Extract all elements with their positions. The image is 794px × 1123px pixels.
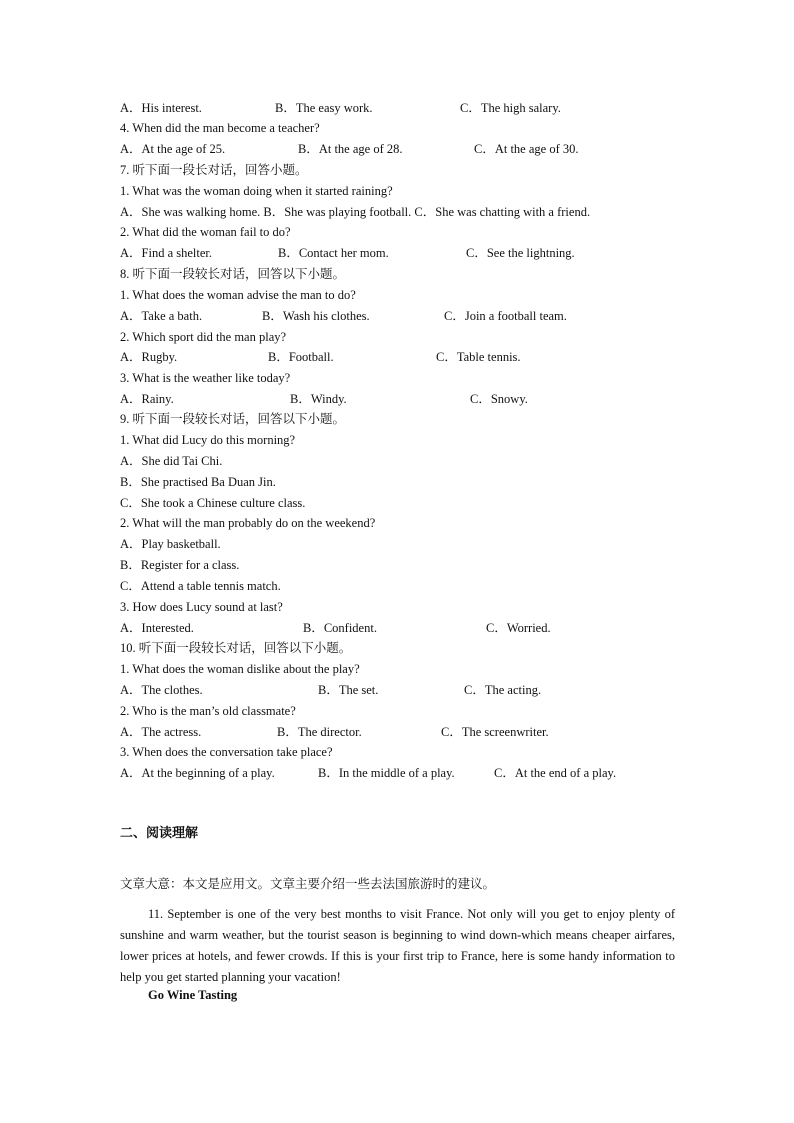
answer-option: A．Find a shelter. bbox=[120, 246, 213, 260]
question-line: 3. How does Lucy sound at last? bbox=[120, 600, 283, 614]
answer-option: B．Contact her mom. bbox=[278, 246, 389, 260]
answer-option: B．At the age of 28. bbox=[298, 142, 403, 156]
answer-option: B．The easy work. bbox=[275, 101, 373, 115]
subheading: Go Wine Tasting bbox=[148, 988, 238, 1002]
answer-option: B．Wash his clothes. bbox=[262, 309, 370, 323]
answer-option: A．His interest. bbox=[120, 101, 202, 115]
question-line: 9. 听下面一段较长对话，回答以下小题。 bbox=[120, 412, 346, 426]
question-line: C．She took a Chinese culture class. bbox=[120, 496, 306, 510]
question-line: 3. What is the weather like today? bbox=[120, 371, 291, 385]
question-line: 8. 听下面一段较长对话，回答以下小题。 bbox=[120, 267, 346, 281]
answer-option: C．At the age of 30. bbox=[474, 142, 579, 156]
question-line: 2. Who is the man’s old classmate? bbox=[120, 704, 296, 718]
question-line: A．She did Tai Chi. bbox=[120, 454, 223, 468]
question-line: 1. What does the woman dislike about the play? bbox=[120, 662, 360, 676]
answer-option: C．The screenwriter. bbox=[441, 725, 549, 739]
question-line: 3. When does the conversation take place? bbox=[120, 745, 333, 759]
question-line: 2. What did the woman fail to do? bbox=[120, 225, 291, 239]
answer-option: A．At the beginning of a play. bbox=[120, 766, 275, 780]
answer-option: C．The acting. bbox=[464, 683, 542, 697]
answer-option: B．Confident. bbox=[303, 621, 377, 635]
answer-option: A．Take a bath. bbox=[120, 309, 203, 323]
answer-option: B．Football. bbox=[268, 350, 334, 364]
question-line: 1. What did Lucy do this morning? bbox=[120, 433, 296, 447]
answer-option: B．The director. bbox=[277, 725, 362, 739]
answer-option: A．The actress. bbox=[120, 725, 202, 739]
article-summary: 文章大意：本文是应用文。文章主要介绍一些去法国旅游时的建议。 bbox=[120, 876, 496, 891]
question-line: 1. What does the woman advise the man to do? bbox=[120, 288, 356, 302]
answer-option: C．At the end of a play. bbox=[494, 766, 617, 780]
paragraph-text: 11. September is one of the very best months to visit France. Not only will you get to enjoy plenty of sunshine and warm weather, but the tourist season is beginning to wind down-which means cheaper airfares, lower prices at hotels, and fewer crowds. If this is your first trip to France, here is some handy information to help you get started planning your vacation! bbox=[120, 907, 675, 984]
question-line: B．Register for a class. bbox=[120, 558, 240, 572]
answer-option: A．The clothes. bbox=[120, 683, 203, 697]
answer-option: C．Worried. bbox=[486, 621, 551, 635]
question-line: A．Play basketball. bbox=[120, 537, 221, 551]
question-line: 2. What will the man probably do on the weekend? bbox=[120, 516, 376, 530]
answer-option: C．See the lightning. bbox=[466, 246, 575, 260]
answer-option: A．Interested. bbox=[120, 621, 194, 635]
answer-option: B．Windy. bbox=[290, 392, 347, 406]
question-line: A．She was walking home. B．She was playing football. C．She was chatting with a friend. bbox=[120, 205, 591, 219]
answer-option: A．Rainy. bbox=[120, 392, 174, 406]
answer-option: B．The set. bbox=[318, 683, 379, 697]
answer-option: A．At the age of 25. bbox=[120, 142, 226, 156]
answer-option: C．Join a football team. bbox=[444, 309, 567, 323]
article-paragraph bbox=[120, 904, 675, 988]
answer-option: C．The high salary. bbox=[460, 101, 561, 115]
answer-option: C．Table tennis. bbox=[436, 350, 521, 364]
question-line: 2. Which sport did the man play? bbox=[120, 330, 287, 344]
question-line: B．She practised Ba Duan Jin. bbox=[120, 475, 276, 489]
question-line: 7. 听下面一段长对话，回答小题。 bbox=[120, 163, 308, 177]
section-title: 二、阅读理解 bbox=[120, 826, 199, 841]
answer-option: B．In the middle of a play. bbox=[318, 766, 455, 780]
question-line: 10. 听下面一段较长对话，回答以下小题。 bbox=[120, 641, 352, 655]
question-line: C．Attend a table tennis match. bbox=[120, 579, 281, 593]
answer-option: A．Rugby. bbox=[120, 350, 178, 364]
question-line: 1. What was the woman doing when it started raining? bbox=[120, 184, 393, 198]
question-line: 4. When did the man become a teacher? bbox=[120, 121, 320, 135]
answer-option: C．Snowy. bbox=[470, 392, 528, 406]
